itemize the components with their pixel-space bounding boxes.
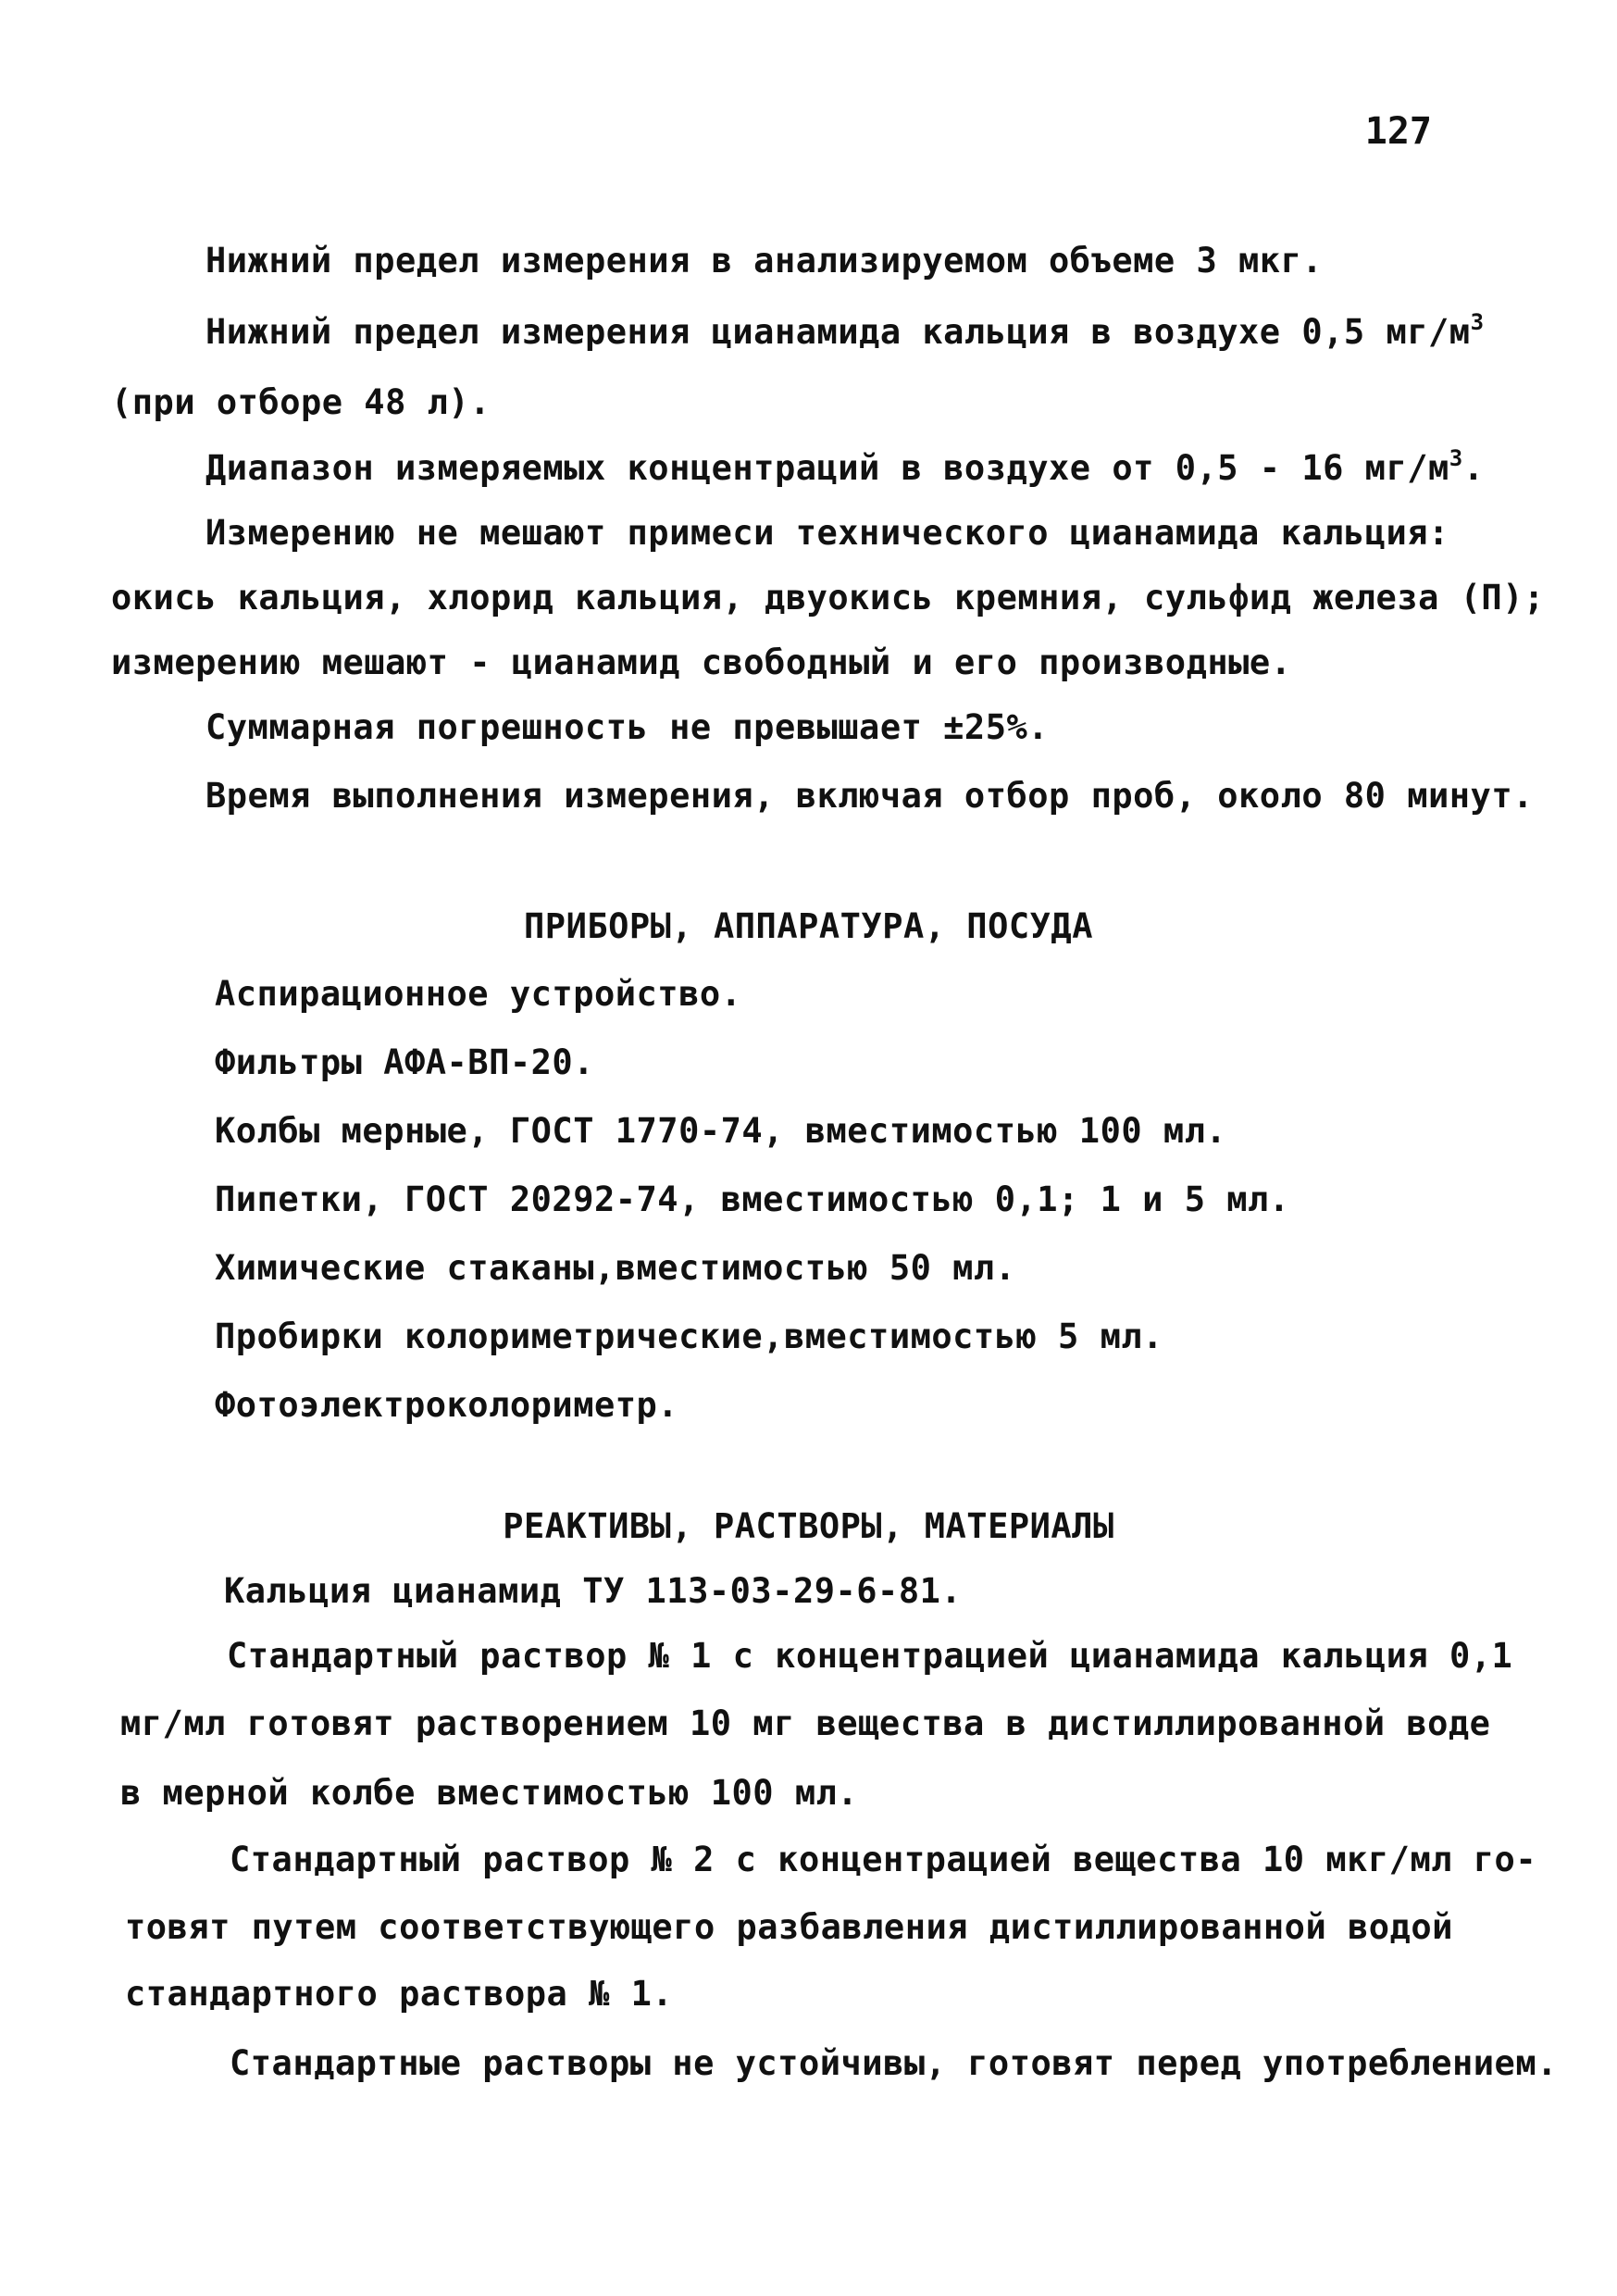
apparatus-item: Аспирационное устройство. [215,974,742,1014]
intro-line-5: Измерению не мешают примеси технического цианамида кальция: [205,513,1449,553]
reagents-line-4: в мерной колбе вместимостью 100 мл. [120,1773,859,1813]
intro-line-2-sup: 3 [1470,308,1485,335]
page-number: 127 [1364,110,1432,153]
intro-line-4-text: Диапазон измеряемых концентраций в воздухе от 0,5 - 16 мг/м [205,448,1449,488]
intro-line-4 [205,446,1485,491]
intro-line-2-text: Нижний предел измерения цианамида кальция в воздухе 0,5 мг/м [205,312,1471,352]
intro-line-6: окись кальция, хлорид кальция, двуокись кремния, сульфид железа (П); [111,578,1545,618]
section-apparatus-title: ПРИБОРЫ, АППАРАТУРА, ПОСУДА [524,906,1093,946]
reagents-line-8: Стандартные растворы не устойчивы, готовят перед употреблением. [230,2043,1558,2083]
intro-line-9: Время выполнения измерения, включая отбор проб, около 80 минут. [205,776,1534,816]
intro-line-2 [205,310,1485,355]
reagents-line-6: товят путем соответствующего разбавления дистиллированной водой [125,1907,1453,1947]
apparatus-item: Фильтры АФА-ВП-20. [215,1042,594,1082]
intro-line-3: (при отборе 48 л). [111,382,491,422]
intro-line-4-end: . [1462,448,1485,488]
apparatus-item: Пробирки колориметрические,вместимостью 5 мл. [215,1316,1163,1356]
apparatus-item: Химические стаканы,вместимостью 50 мл. [215,1248,1016,1288]
apparatus-item: Пипетки, ГОСТ 20292-74, вместимостью 0,1; 1 и 5 мл. [215,1179,1290,1219]
reagents-line-3: мг/мл готовят растворением 10 мг вещества в дистиллированной воде [120,1703,1491,1743]
reagents-line-1: Кальция цианамид ТУ 113-03-29-6-81. [224,1571,963,1611]
intro-line-7: измерению мешают - цианамид свободный и его производные. [111,643,1292,682]
intro-line-4-sup: 3 [1449,444,1463,471]
section-reagents-title: РЕАКТИВЫ, РАСТВОРЫ, МАТЕРИАЛЫ [503,1506,1114,1546]
reagents-line-7: стандартного раствора № 1. [125,1974,674,2014]
apparatus-item: Фотоэлектроколориметр. [215,1385,679,1425]
reagents-line-5: Стандартный раствор № 2 с концентрацией вещества 10 мкг/мл го- [230,1840,1537,1879]
intro-line-8: Суммарная погрешность не превышает ±25%. [205,707,1050,747]
apparatus-item: Колбы мерные, ГОСТ 1770-74, вместимостью 100 мл. [215,1111,1227,1151]
intro-line-1: Нижний предел измерения в анализируемом объеме 3 мкг. [205,241,1324,281]
reagents-line-2: Стандартный раствор № 1 с концентрацией цианамида кальция 0,1 [227,1636,1513,1676]
